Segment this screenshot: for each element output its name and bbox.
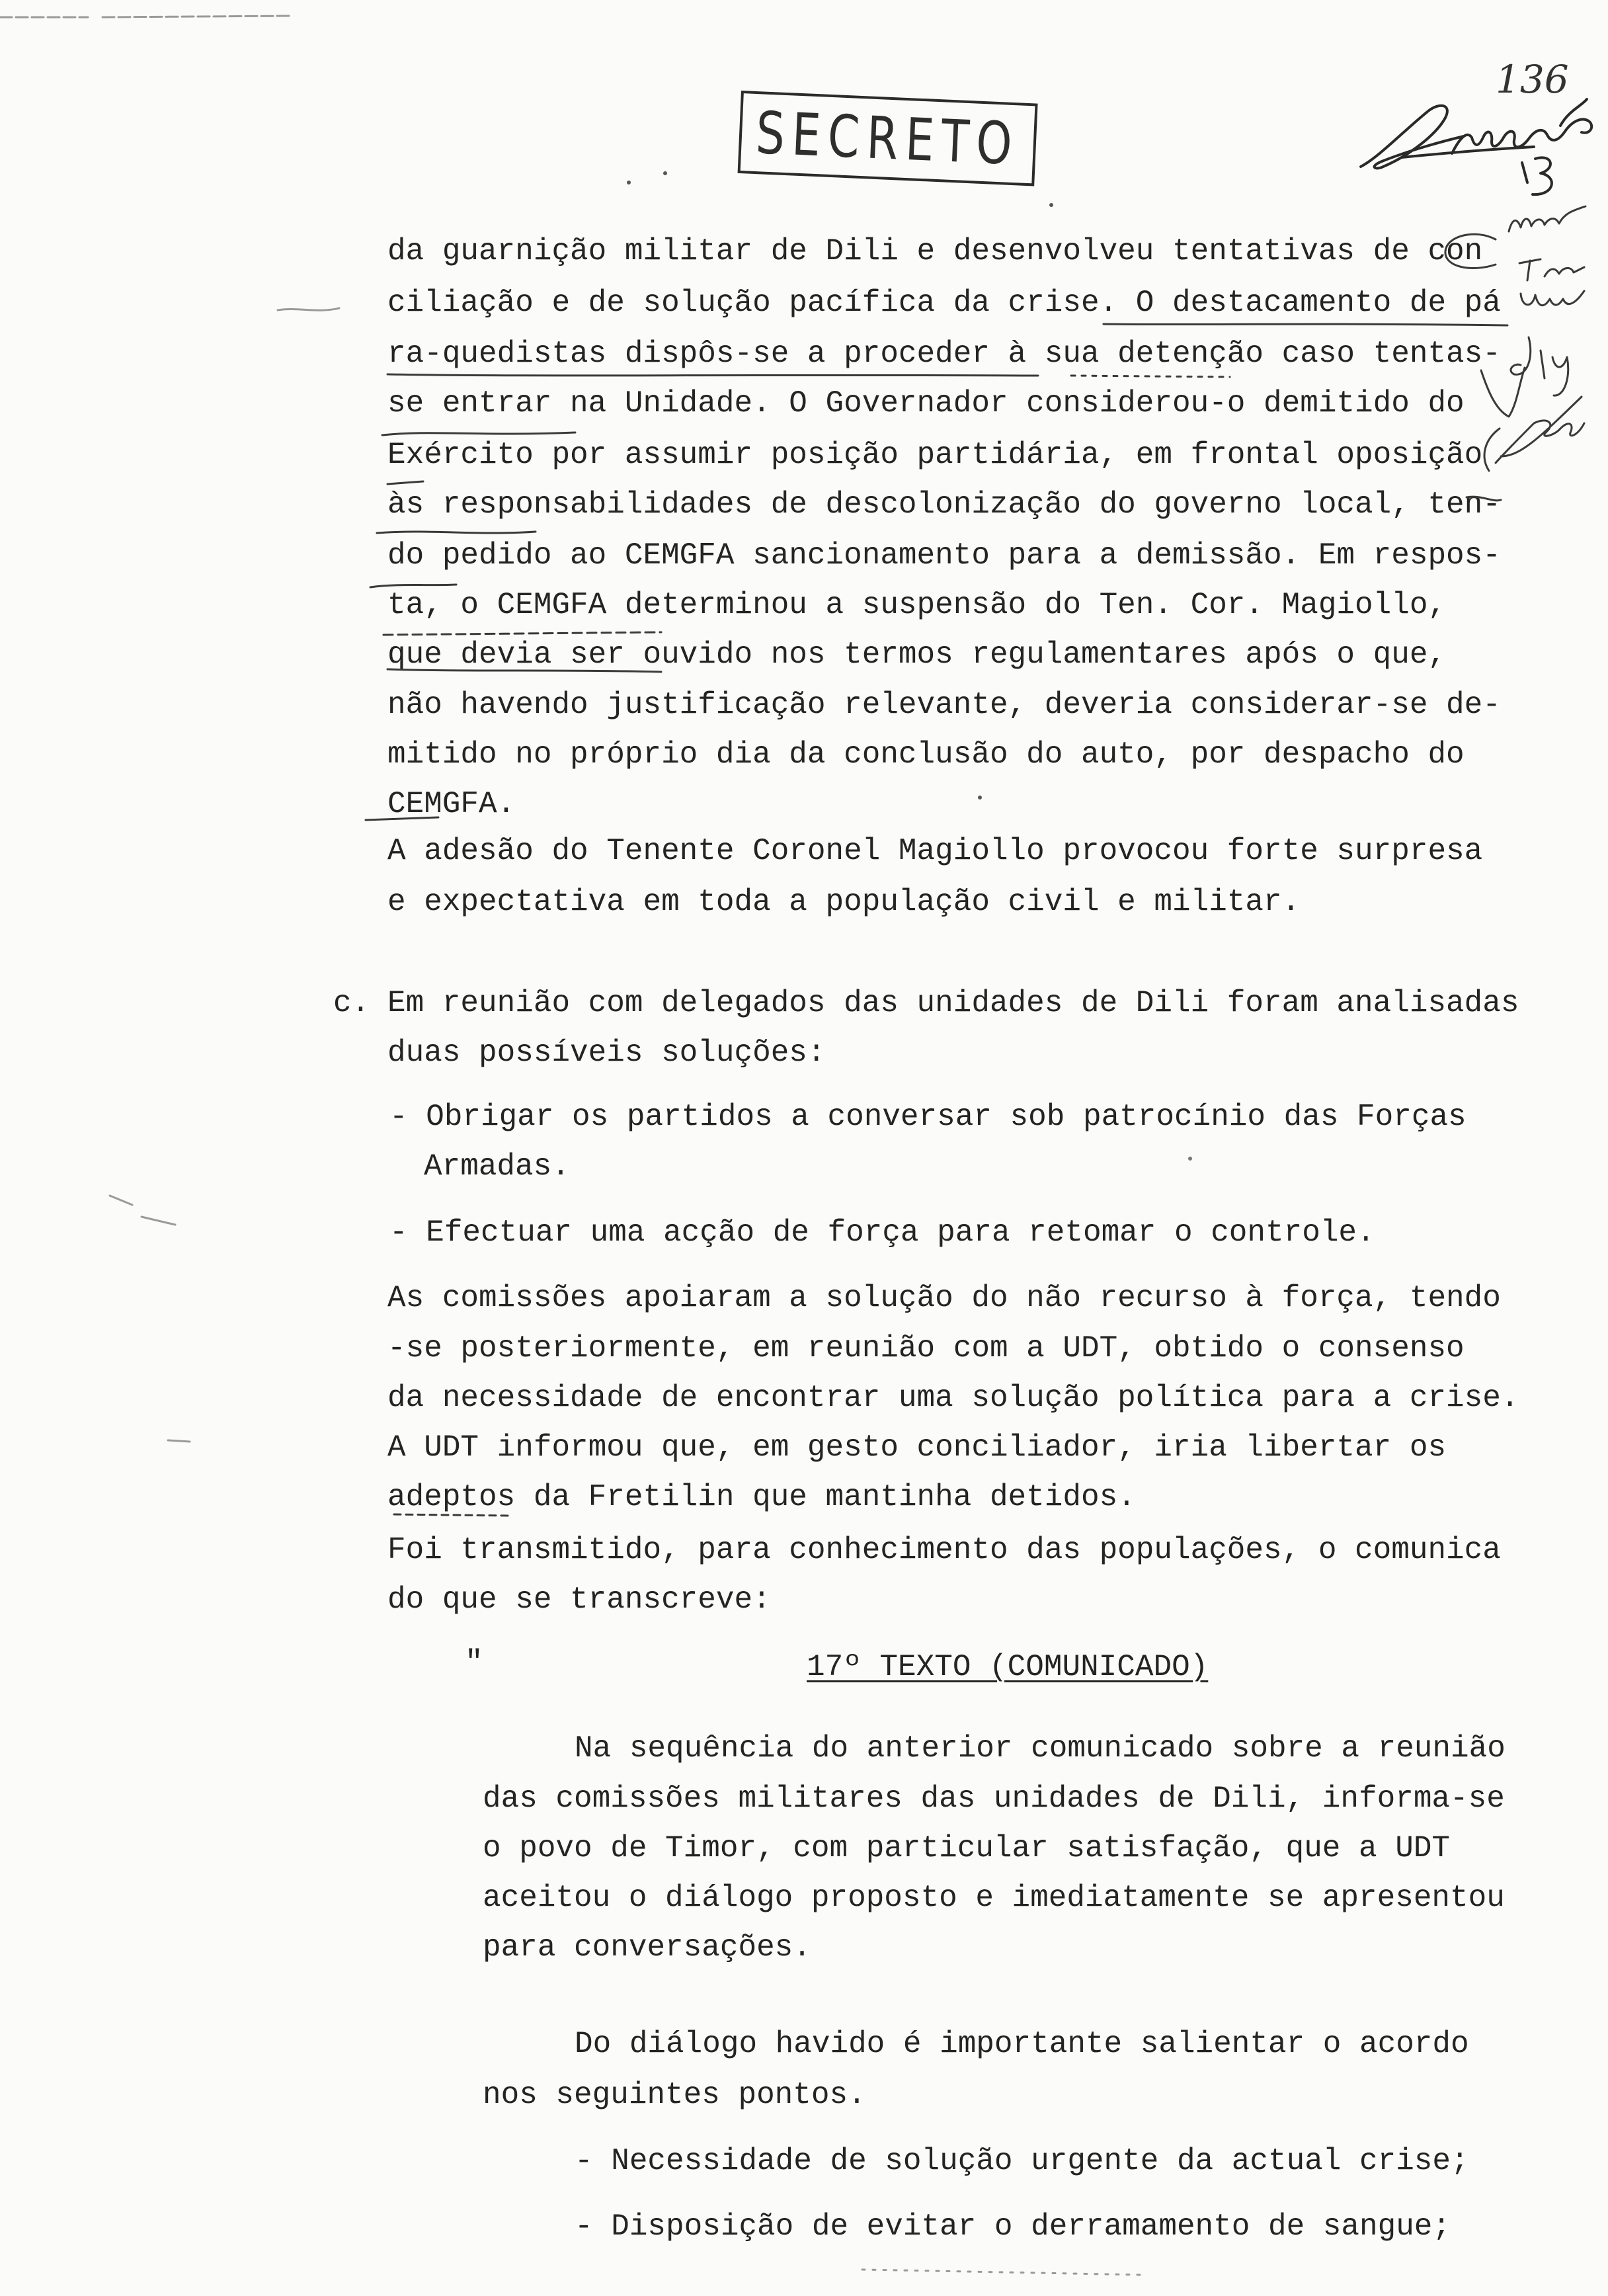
text-line: mitido no próprio dia da conclusão do auto, por despacho do <box>387 737 1465 772</box>
text-line: -se posteriormente, em reunião com a UDT, obtido o consenso <box>387 1331 1465 1366</box>
text-line: CEMGFA. <box>387 787 516 821</box>
text-line: aceitou o diálogo proposto e imediatamente se apresentou <box>483 1881 1505 1915</box>
text-line: Exército por assumir posição partidária, em frontal oposição <box>387 438 1483 472</box>
signature-stroke <box>1402 147 1534 157</box>
overline-mark <box>382 432 575 435</box>
underline-mark <box>1071 376 1230 377</box>
speck-mark <box>862 2270 1141 2275</box>
text-line: As comissões apoiaram a solução do não recurso à força, tendo <box>387 1281 1501 1315</box>
text-line: nos seguintes pontos. <box>483 2078 866 2112</box>
text-line: Na sequência do anterior comunicado sobre a reunião <box>575 1731 1506 1766</box>
handwritten-page-number: 136 <box>1496 57 1569 102</box>
check-mark <box>1481 368 1525 417</box>
speck-mark <box>110 1196 175 1225</box>
underline-mark <box>387 374 1038 376</box>
overline-mark <box>377 532 536 533</box>
speck-mark <box>278 308 339 310</box>
text-line: não havendo justificação relevante, deveria considerar-se de- <box>387 688 1501 722</box>
text-line: que devia ser ouvido nos termos regulamentares após o que, <box>387 637 1447 672</box>
communique-title: 17º TEXTO (COMUNICADO) <box>807 1650 1209 1684</box>
text-line: às responsabilidades de descolonização do governo local, ten- <box>387 487 1501 522</box>
text-line: Em reunião com delegados das unidades de Dili foram analisadas <box>387 986 1519 1020</box>
text-line: A UDT informou que, em gesto conciliador, iria libertar os <box>387 1430 1447 1465</box>
classification-stamp-text: SECRETO <box>754 98 1021 178</box>
speck-dot <box>1049 203 1053 207</box>
text-line: ciliação e de solução pacífica da crise. O destacamento de pá <box>387 286 1501 320</box>
section-marker: c. <box>333 986 370 1020</box>
margin-note-stroke <box>1521 291 1584 306</box>
text-line: da guarnição militar de Dili e desenvolveu tentativas de con <box>387 234 1483 268</box>
speck-mark <box>168 1440 190 1442</box>
list-item: - Disposição de evitar o derramamento de sangue; <box>575 2209 1451 2244</box>
speck-dot <box>1188 1157 1192 1161</box>
text-line: - Efectuar uma acção de força para retomar o controle. <box>389 1215 1375 1250</box>
quote-mark: " <box>465 1645 483 1680</box>
margin-note-stroke <box>1511 337 1568 395</box>
underline-mark <box>1104 324 1508 325</box>
speck-dot <box>627 181 631 184</box>
text-line: ra-quedistas dispôs-se a proceder à sua detenção caso tentas- <box>387 337 1501 371</box>
text-line: adeptos da Fretilin que mantinha detidos. <box>387 1480 1136 1514</box>
list-item: - Necessidade de solução urgente da actual crise; <box>575 2144 1469 2178</box>
signature-stroke <box>1522 157 1552 194</box>
text-line: Foi transmitido, para conhecimento das populações, o comunica <box>387 1533 1501 1567</box>
bracket-mark <box>1484 429 1500 471</box>
signature-stroke <box>1560 99 1587 126</box>
text-line: duas possíveis soluções: <box>387 1036 826 1070</box>
overline-mark <box>387 481 423 484</box>
signature-stroke <box>1452 120 1591 153</box>
handwritten-signature <box>1361 99 1591 194</box>
margin-note-stroke <box>1496 397 1584 463</box>
text-line: das comissões militares das unidades de Dili, informa-se <box>483 1782 1505 1816</box>
text-line: o povo de Timor, com particular satisfação, que a UDT <box>483 1831 1451 1866</box>
text-line: - Obrigar os partidos a conversar sob patrocínio das Forças <box>389 1100 1467 1134</box>
text-line: do pedido ao CEMGFA sancionamento para a demissão. Em respos- <box>387 538 1501 573</box>
speck-dot <box>978 796 982 800</box>
classification-stamp <box>738 91 1038 186</box>
text-line: para conversações. <box>483 1930 811 1965</box>
text-line: A adesão do Tenente Coronel Magiollo provocou forte surpresa <box>387 834 1483 868</box>
text-line: se entrar na Unidade. O Governador considerou-o demitido do <box>387 386 1465 421</box>
speck-dot <box>663 171 667 175</box>
text-line: do que se transcreve: <box>387 1582 771 1617</box>
signature-stroke <box>1361 106 1464 169</box>
text-line: Do diálogo havido é importante salientar o acordo <box>575 2027 1469 2061</box>
overline-mark <box>383 632 661 635</box>
text-line: e expectativa em toda a população civil e militar. <box>387 885 1301 919</box>
margin-note-stroke <box>1519 259 1584 280</box>
margin-note-stroke <box>1509 206 1586 231</box>
text-line: ta, o CEMGFA determinou a suspensão do Ten. Cor. Magiollo, <box>387 588 1447 622</box>
speck-mark <box>102 16 292 17</box>
text-line: da necessidade de encontrar uma solução política para a crise. <box>387 1381 1519 1415</box>
text-line: Armadas. <box>424 1149 570 1184</box>
